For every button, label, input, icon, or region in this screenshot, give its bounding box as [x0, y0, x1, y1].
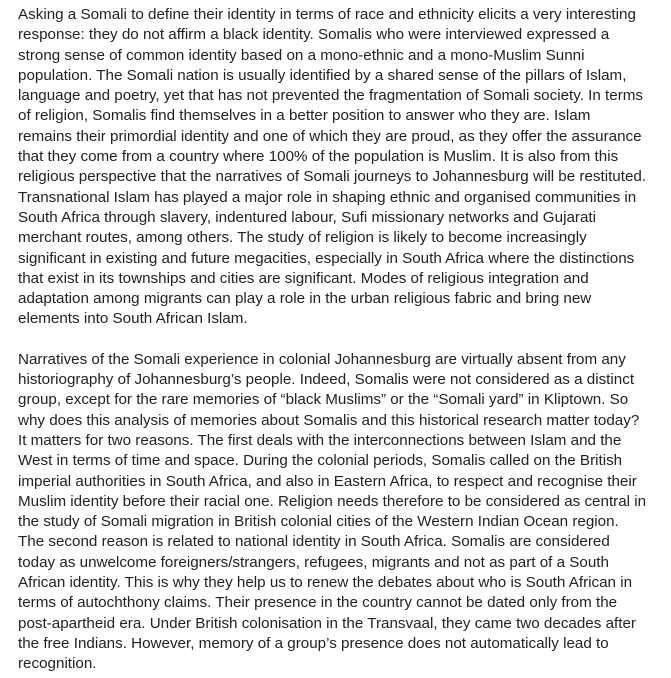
document-body [18, 5, 648, 675]
paragraph-colonial-johannesburg: Narratives of the Somali experience in colonial Johannesburg are virtually absent from any historiography of Johannesburg’s people. Indeed, Somalis were not considered as a distinct group, except for the rare memories of “black Muslims” or the “Somali yard” in Kliptown. So why does this analysis of memories about Somalis and this historical research matter today? It matters for two reasons. The first deals with the interconnections between Islam and the West in terms of time and space. During the colonial periods, Somalis called on the British imperial authorities in South Africa, and also in Eastern Africa, to respect and recognise their Muslim identity before their racial one. Religion needs therefore to be considered as central in the study of Somali migration in British colonial cities of the Western Indian Ocean region. The second reason is related to national identity in South Africa. Somalis are considered today as unwelcome foreigners/strangers, refugees, migrants and not as part of a South African identity. This is why they help us to renew the debates about who is South African in terms of autochthony claims. Their presence in the country cannot be dated only from the post-apartheid era. Under British colonisation in the Transvaal, they came two decades after the free Indians. However, memory of a group’s presence does not automatically lead to recognition. [18, 350, 647, 673]
paragraph-somali-identity: Asking a Somali to define their identity in terms of race and ethnicity elicits a very interesting response: they do not affirm a black identity. Somalis who were interviewed expressed a strong sense of common identity based on a mono-ethnic and a mono-Muslim Sunni population. The Somali nation is usually identified by a shared sense of the pillars of Islam, language and poetry, yet that has not prevented the fragmentation of Somali society. In terms of religion, Somalis find themselves in a better position to answer who they are. Islam remains their primordial identity and one of which they are proud, as they offer the assurance that they come from a country where 100% of the population is Muslim. It is also from this religious perspective that the narratives of Somali journeys to Johannesburg will be restituted. Transnational Islam has played a major role in shaping ethnic and organised communities in South Africa through slavery, indentured labour, Sufi missionary networks and Gujarati merchant routes, among others. The study of religion is likely to become increasingly significant in existing and future megacities, especially in South Africa where the distinctions that exist in its townships and cities are significant. Modes of religious integration and adaptation among migrants can play a role in the urban religious fabric and bring new elements into South African Islam. [18, 6, 647, 328]
